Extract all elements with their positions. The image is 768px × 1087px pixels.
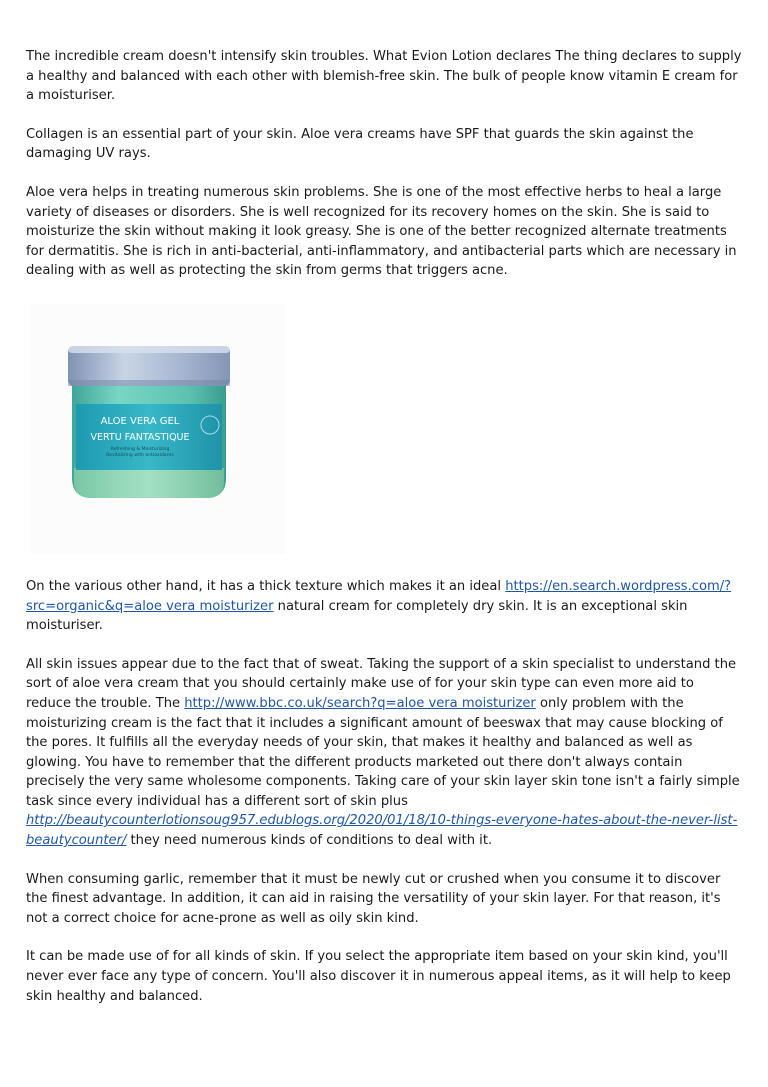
paragraph-5: [26, 655, 742, 851]
paragraph-3: Aloe vera helps in treating numerous skin problems. She is one of the most effective herbs to heal a large variety of diseases or disorders. She is well recognized for its recovery homes on the skin. She is said to moisturize the skin without making it look greasy. She is one of the better recognized alternate treatments for dermatitis. She is rich in anti-bacterial, anti-inflammatory, and antibacterial parts which are necessary in dealing with as well as protecting the skin from germs that triggers acne.: [26, 184, 737, 279]
label-line-2: VERTU FANTASTIQUE: [90, 431, 190, 443]
paragraph-1: The incredible cream doesn't intensify skin troubles. What Evion Lotion declares The thing declares to supply a healthy and balanced with each other with blemish-free skin. The bulk of people know vitamin E cream for a moisturiser.: [26, 49, 742, 104]
paragraph-2: Collagen is an essential part of your skin. Aloe vera creams have SPF that guards the skin against the damaging UV rays.: [26, 126, 694, 162]
paragraph-4: [26, 577, 742, 636]
label-line-4: Revitalizing with antioxidants: [106, 452, 174, 458]
paragraph-4-text-b: natural cream for completely dry skin. It is an exceptional skin moisturiser.: [26, 598, 688, 634]
label-line-3: Refreshing & Moisturizing: [110, 446, 170, 452]
paragraph-7: It can be made use of for all kinds of skin. If you select the appropriate item based on your skin kind, you'll never ever face any type of concern. You'll also discover it in numerous appeal items, as it will help to keep skin healthy and balanced.: [26, 949, 731, 1004]
product-image: [28, 300, 288, 558]
paragraph-5-text-a: All skin issues appear due to the fact that of sweat. Taking the support of a skin specialist to understand the sort of aloe vera cream that you should certainly make use of for your skin type can even more aid to reduce the trouble. The: [26, 656, 737, 711]
bbc-search-link[interactable]: http://www.bbc.co.uk/search?q=aloe vera moisturizer: [184, 695, 536, 711]
paragraph-5-text-c: they need numerous kinds of conditions to deal with it.: [126, 833, 493, 849]
wordpress-search-link[interactable]: https://en.search.wordpress.com/?src=organic&q=aloe vera moisturizer: [26, 578, 732, 614]
document-body: [26, 47, 742, 1025]
aloe-vera-jar-illustration: [28, 300, 288, 558]
paragraph-6: When consuming garlic, remember that it must be newly cut or crushed when you consume it to discover the finest advantage. In addition, it can aid in raising the versatility of your skin layer. For that reason, it's not a correct choice for acne-prone as well as oily skin kind.: [26, 871, 721, 926]
edublogs-link[interactable]: http://beautycounterlotionsoug957.edublogs.org/2020/01/18/10-things-everyone-hates-about-the-never-list-beautycounter/: [26, 813, 738, 849]
paragraph-4-text-a: On the various other hand, it has a thick texture which makes it an ideal: [26, 578, 506, 594]
label-line-1: ALOE VERA GEL: [100, 415, 180, 427]
paragraph-5-text-b: only problem with the moisturizing cream is the fact that it includes a significant amount of beeswax that may cause blocking of the pores. It fulfills all the everyday needs of your skin, that makes it healthy and balanced as well as glowing. You have to remember that the different products marketed out there don't always contain precisely the very same wholesome components. Taking care of your skin layer skin tone isn't a fairly simple task since every individual has a different sort of skin plus: [26, 695, 740, 809]
